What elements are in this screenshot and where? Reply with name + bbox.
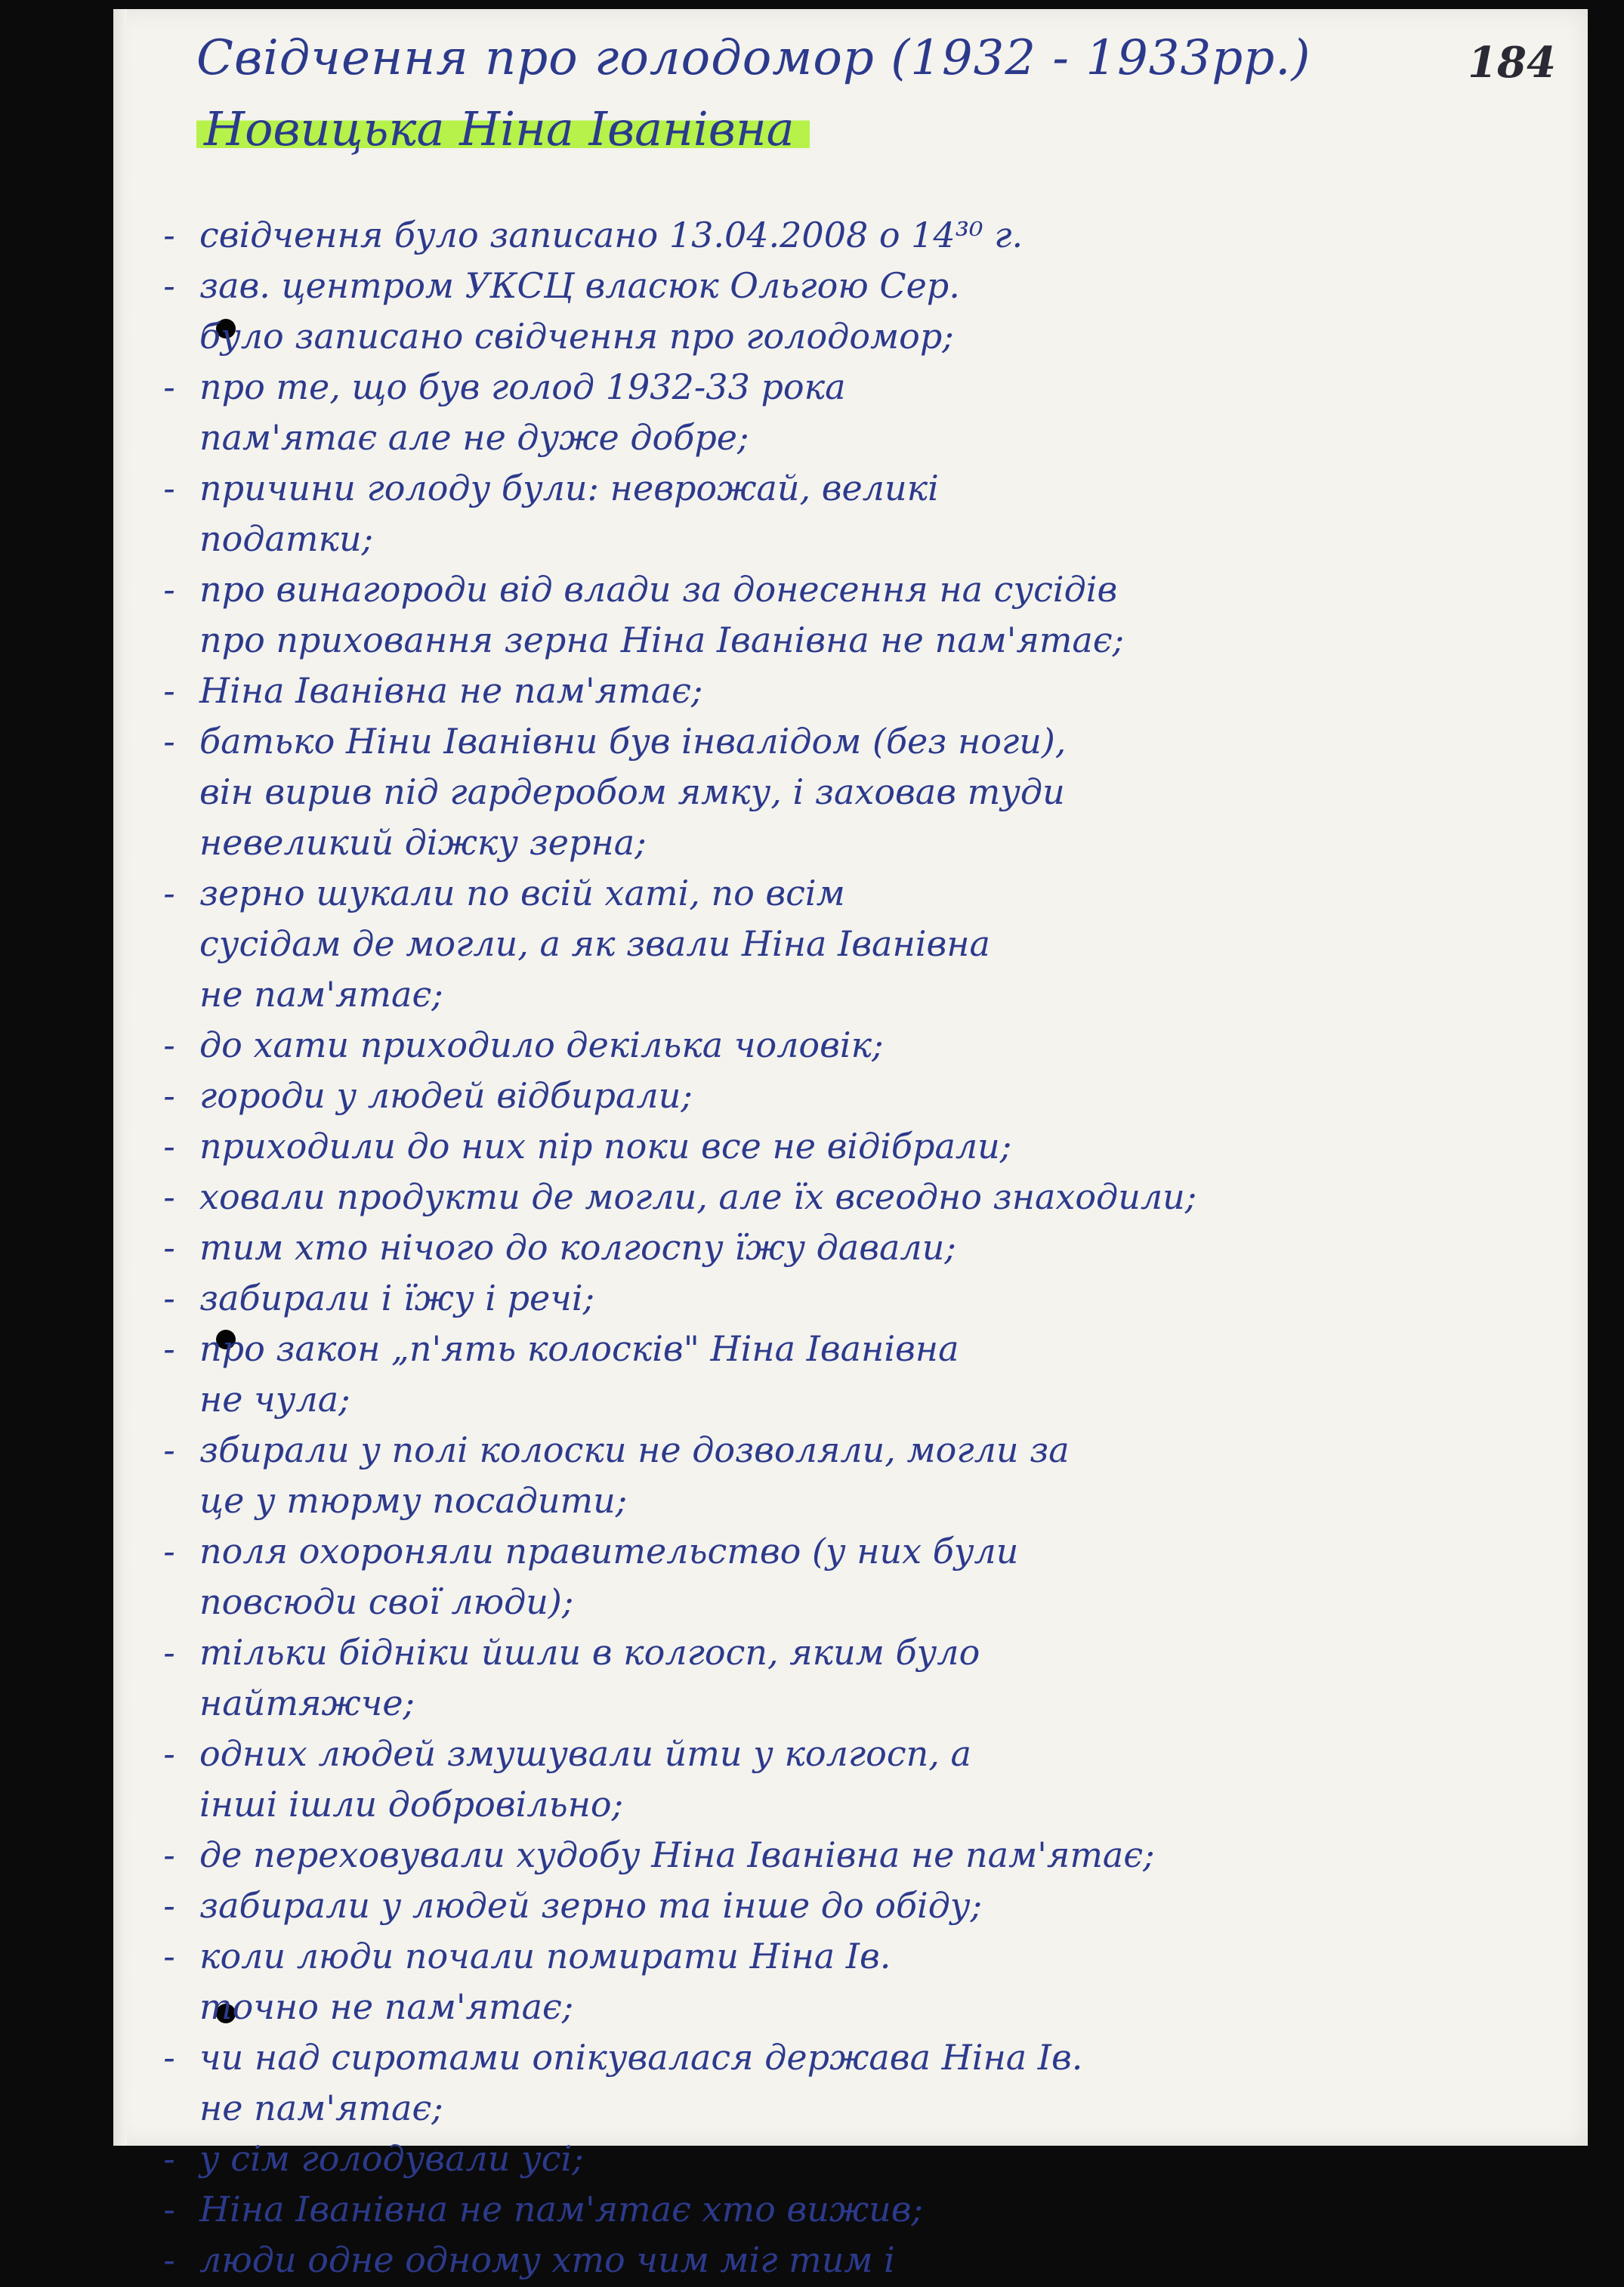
text-line [151, 971, 1571, 1021]
text-line [151, 1072, 1571, 1123]
document-page [113, 9, 1588, 2280]
line-text: одних людей змушували йти у колгосп, а [199, 1733, 971, 1774]
text-line [151, 1578, 1571, 1629]
line-bullet: - [163, 2239, 175, 2280]
line-text: забирали у людей зерно та інше до обіду; [199, 1885, 983, 1926]
text-line [151, 1933, 1571, 1983]
text-line [151, 1021, 1571, 1072]
text-line [151, 212, 1571, 262]
line-bullet: - [163, 1328, 175, 1369]
line-text: люди одне одному хто чим міг тим і [199, 2239, 895, 2280]
line-bullet: - [163, 1227, 175, 1268]
line-text: де переховували худобу Ніна Іванівна не пам'ятає; [199, 1834, 1155, 1875]
text-line [151, 1376, 1571, 1426]
text-line [151, 1882, 1571, 1933]
line-bullet: - [163, 1834, 175, 1875]
line-bullet: - [163, 1176, 175, 1217]
line-text: зерно шукали по всій хаті, по всім [199, 873, 845, 913]
line-bullet: - [163, 1733, 175, 1774]
line-text: Ніна Іванівна не пам'ятає хто вижив; [199, 2189, 924, 2230]
line-bullet: - [163, 1885, 175, 1926]
line-text: про приховання зерна Ніна Іванівна не пам'ятає; [199, 620, 1125, 660]
witness-name: Новицька Ніна Іванівна [196, 101, 810, 156]
line-text: поля охороняли правительство (у них були [199, 1531, 1019, 1572]
line-text: він вирив під гардеробом ямку, і заховав туди [199, 771, 1065, 812]
header [196, 30, 1556, 156]
text-line [151, 718, 1571, 768]
line-bullet: - [163, 468, 175, 508]
line-text: не пам'ятає; [199, 974, 443, 1015]
text-line [151, 1123, 1571, 1173]
line-text: городи у людей відбирали; [199, 1075, 693, 1116]
line-text: до хати приходило декілька чоловік; [199, 1025, 884, 1065]
text-line [151, 414, 1571, 465]
line-text: не чула; [199, 1379, 350, 1420]
line-text: зав. центром УКСЦ власюк Ольгою Сер. [199, 265, 960, 306]
line-text: у сім голодували усі; [199, 2138, 584, 2179]
page-number: 184 [1468, 38, 1556, 88]
line-text: про те, що був голод 1932-33 рока [199, 366, 846, 407]
line-text: батько Ніни Іванівни був інвалідом (без ноги), [199, 721, 1067, 762]
line-bullet: - [163, 569, 175, 610]
text-line [151, 870, 1571, 920]
line-text: Ніна Іванівна не пам'ятає; [199, 670, 703, 711]
line-text: було записано свідчення про голодомор; [199, 316, 954, 357]
text-line [151, 313, 1571, 363]
line-text: тим хто нічого до колгоспу їжу давали; [199, 1227, 956, 1268]
line-bullet: - [163, 721, 175, 762]
text-line [151, 819, 1571, 870]
line-bullet: - [163, 1278, 175, 1318]
text-line [151, 262, 1571, 313]
text-line [151, 1426, 1571, 1477]
line-text: податки; [199, 518, 374, 559]
line-text: чи над сиротами опікувалася держава Ніна Ів. [199, 2037, 1083, 2078]
line-text: повсюди свої люди); [199, 1581, 574, 1622]
line-bullet: - [163, 1126, 175, 1167]
text-line [151, 566, 1571, 617]
text-line [151, 2085, 1571, 2135]
text-line [151, 1224, 1571, 1275]
line-bullet: - [163, 1025, 175, 1065]
text-line [151, 1629, 1571, 1680]
line-bullet: - [163, 215, 175, 255]
document-title: Свідчення про голодомор (1932 - 1933рр.) [196, 30, 1311, 86]
line-text: ховали продукти де могли, але їх всеодно знаходили; [199, 1176, 1197, 1217]
line-text: інші ішли добровільно; [199, 1784, 624, 1825]
line-text: коли люди почали помирати Ніна Ів. [199, 1936, 891, 1976]
text-line [151, 2186, 1571, 2236]
line-bullet: - [163, 265, 175, 306]
line-text: невеликий діжку зерна; [199, 822, 647, 863]
text-line [151, 1781, 1571, 1831]
line-text: точно не пам'ятає; [199, 1986, 574, 2027]
line-bullet: - [163, 1632, 175, 1673]
text-line [151, 1730, 1571, 1781]
line-bullet: - [163, 1075, 175, 1116]
line-text: не пам'ятає; [199, 2088, 443, 2128]
text-line [151, 1680, 1571, 1730]
line-text: про винагороди від влади за донесення на сусідів [199, 569, 1118, 610]
line-bullet: - [163, 1531, 175, 1572]
line-text: приходили до них пір поки все не відібрали; [199, 1126, 1012, 1167]
line-text: сусідам де могли, а як звали Ніна Іванівна [199, 923, 990, 964]
text-line [151, 1983, 1571, 2034]
text-line [151, 1528, 1571, 1578]
line-bullet: - [163, 873, 175, 913]
line-text: свідчення було записано 13.04.2008 о 14³⁰ г. [199, 215, 1023, 255]
text-line [151, 2236, 1571, 2287]
text-line [151, 768, 1571, 819]
line-bullet: - [163, 1936, 175, 1976]
line-text: причини голоду були: неврожай, великі [199, 468, 939, 508]
line-text: пам'ятає але не дуже добре; [199, 417, 749, 458]
text-line [151, 617, 1571, 667]
text-line [151, 515, 1571, 566]
text-line [151, 1275, 1571, 1325]
text-line [151, 667, 1571, 718]
text-line [151, 1477, 1571, 1528]
text-line [151, 2034, 1571, 2085]
line-text: про закон „п'ять колосків" Ніна Іванівна [199, 1328, 959, 1369]
text-line [151, 920, 1571, 971]
line-text: найтяжче; [199, 1683, 415, 1723]
line-text: збирали у полі колоски не дозволяли, могли за [199, 1429, 1070, 1470]
text-line [151, 363, 1571, 414]
text-line [151, 1831, 1571, 1882]
line-bullet: - [163, 670, 175, 711]
line-bullet: - [163, 2037, 175, 2078]
text-line [151, 2135, 1571, 2186]
line-bullet: - [163, 1429, 175, 1470]
line-bullet: - [163, 2189, 175, 2230]
line-text: забирали і їжу і речі; [199, 1278, 595, 1318]
line-text: це у тюрму посадити; [199, 1480, 628, 1521]
text-line [151, 1173, 1571, 1224]
line-bullet: - [163, 366, 175, 407]
line-text: тільки бідніки йшли в колгосп, яким було [199, 1632, 980, 1673]
page-edge [113, 9, 127, 2146]
text-line [151, 1325, 1571, 1376]
testimony-lines [151, 212, 1571, 2287]
text-line [151, 465, 1571, 515]
line-bullet: - [163, 2138, 175, 2179]
